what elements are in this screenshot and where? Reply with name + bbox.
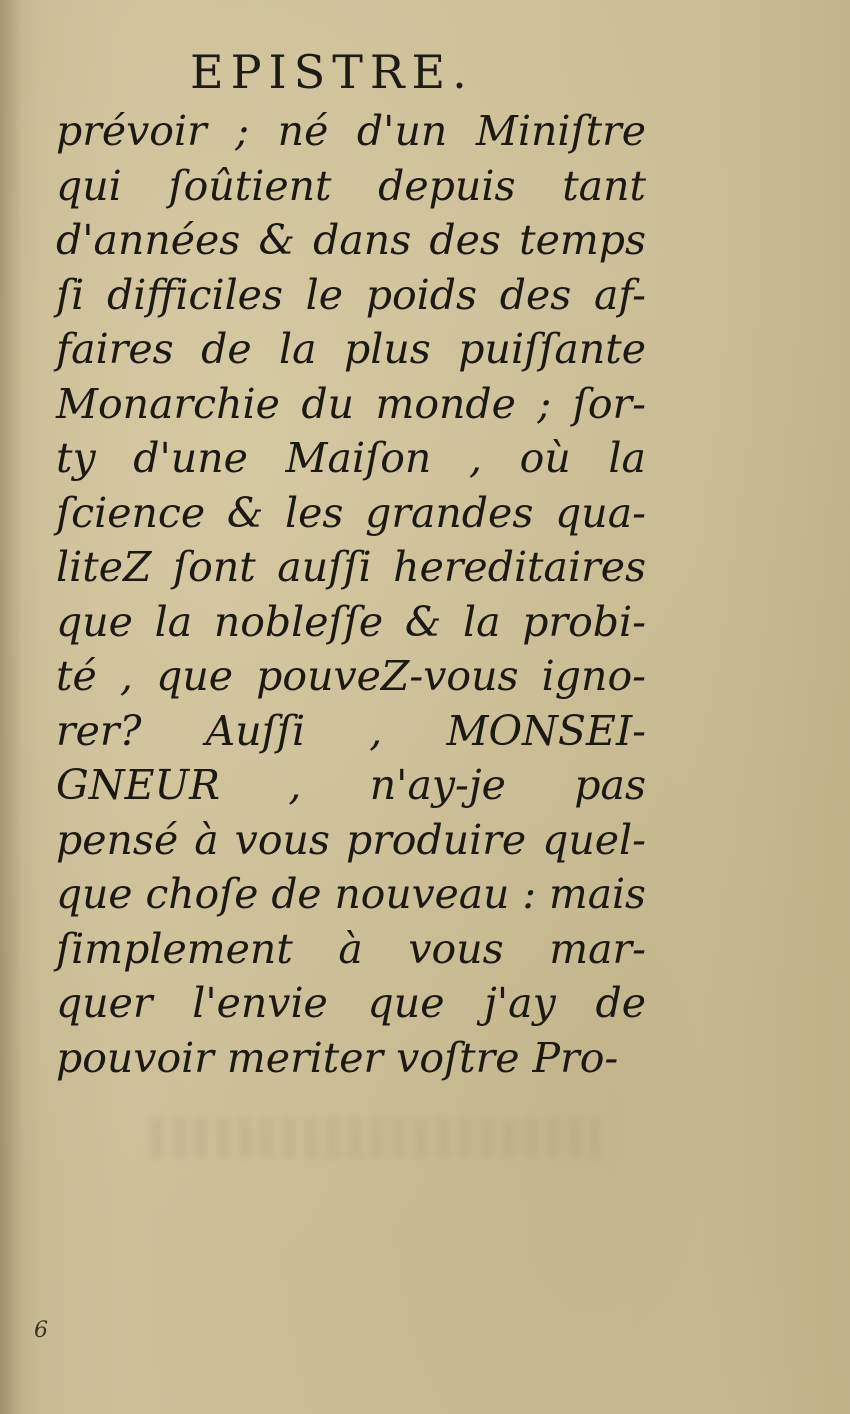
margin-mark: 6 <box>34 1318 48 1343</box>
text-line: qui ſoûtient depuis tant <box>56 161 646 210</box>
text-line: que choſe de nouveau : mais <box>56 870 646 918</box>
running-head: EPISTRE. <box>190 45 474 99</box>
text-line: ſimplement à vous mar- <box>56 924 646 973</box>
text-line: ty d'une Maiſon , où la <box>56 434 646 482</box>
text-line: ſcience & les grandes qua- <box>56 488 646 537</box>
text-line: GNEUR , n'ay-je pas <box>56 761 646 809</box>
text-line: d'années & dans des temps <box>56 216 646 264</box>
body-text <box>56 104 646 1085</box>
text-line: prévoir ; né d'un Miniſtre <box>56 107 646 155</box>
text-line: liteZ ſont auſſi hereditaires <box>56 543 646 591</box>
text-line: faires de la plus puiſſante <box>56 325 646 373</box>
text-line: quer l'envie que j'ay de <box>56 979 646 1027</box>
text-line: rer? Auſſi , MONSEI- <box>56 706 646 755</box>
text-line: té , que pouveZ-vous igno- <box>56 652 646 700</box>
text-line: pouvoir meriter voſtre Pro- <box>56 1033 619 1082</box>
ink-bleed-through <box>150 1118 600 1158</box>
text-line: ſi difficiles le poids des af- <box>56 270 646 319</box>
text-line: que la nobleſſe & la probi- <box>56 597 646 646</box>
text-line: pensé à vous produire quel- <box>56 815 646 864</box>
gutter-shadow <box>0 0 22 1414</box>
text-line: Monarchie du monde ; ſor- <box>56 379 646 428</box>
